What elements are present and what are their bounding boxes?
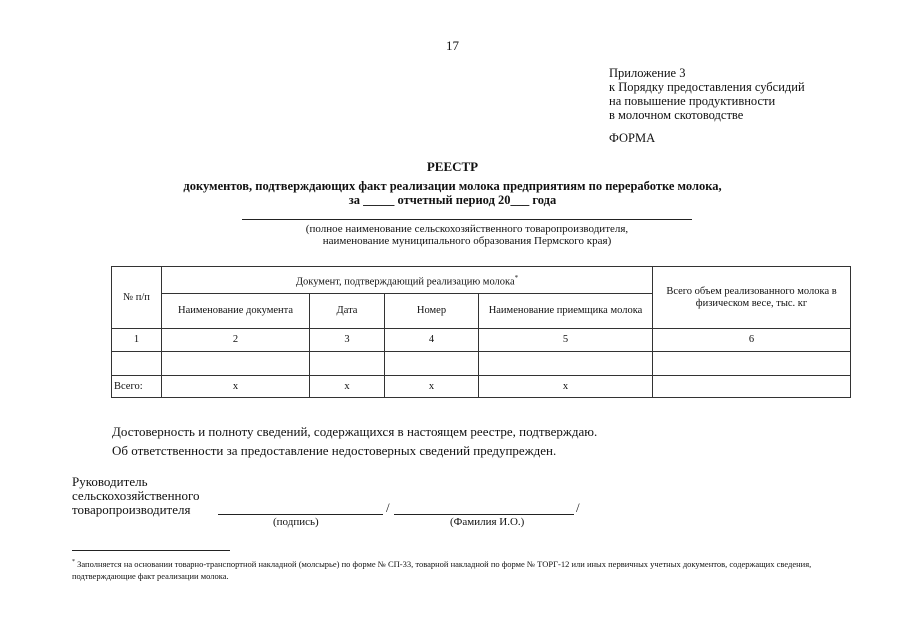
signatory-label [72, 475, 200, 517]
table-cell[interactable] [162, 352, 310, 376]
header-doc-name: Наименование документа [162, 294, 310, 329]
table-cell[interactable] [653, 352, 851, 376]
appendix-line: на повышение продуктивности [609, 94, 776, 108]
table-cell[interactable] [653, 376, 851, 398]
appendix-line: к Порядку предоставления субсидий [609, 80, 805, 94]
appendix-header [609, 66, 805, 122]
table-header-row [112, 267, 851, 294]
table-cell: x [385, 376, 479, 398]
table-cell: 1 [112, 329, 162, 352]
appendix-line: в молочном скотоводстве [609, 108, 744, 122]
table-cell: 5 [479, 329, 653, 352]
table-cell: 6 [653, 329, 851, 352]
org-name-caption [242, 223, 692, 247]
fullname-caption: (Фамилия И.О.) [450, 516, 525, 528]
total-label: Всего: [112, 376, 162, 398]
org-name-underline [242, 219, 692, 220]
header-receiver: Наименование приемщика молока [479, 294, 653, 329]
footnote-separator [72, 550, 230, 551]
table-cell: x [479, 376, 653, 398]
header-number: Номер [385, 294, 479, 329]
subtitle-line-2: за _____ отчетный период 20___ года [348, 193, 557, 207]
signatory-line-1: Руководитель [72, 474, 148, 489]
table-total-row [112, 376, 851, 398]
table-cell[interactable] [385, 352, 479, 376]
table-cell: 2 [162, 329, 310, 352]
header-date: Дата [310, 294, 385, 329]
header-num: № п/п [112, 267, 162, 329]
header-doc-group [162, 267, 653, 294]
document-subtitle [0, 179, 905, 207]
subtitle-line-1: документов, подтверждающих факт реализации молока предприятиям по переработке молока, [183, 179, 722, 193]
table-cell[interactable] [479, 352, 653, 376]
table-cell[interactable] [310, 352, 385, 376]
table-cell: x [310, 376, 385, 398]
fullname-underline[interactable] [394, 514, 574, 515]
footnote-mark: * [514, 273, 519, 282]
page-number: 17 [446, 38, 459, 53]
table-cell: x [162, 376, 310, 398]
table-cell: 4 [385, 329, 479, 352]
table-cell: 3 [310, 329, 385, 352]
statement-confirmation: Достоверность и полноту сведений, содержащихся в настоящем реестре, подтверждаю. [112, 424, 598, 439]
separator-slash: / [576, 500, 580, 515]
table-row-empty [112, 352, 851, 376]
header-total-volume: Всего объем реализованного молока в физическом весе, тыс. кг [653, 267, 851, 329]
appendix-line: Приложение 3 [609, 66, 686, 80]
table-cell[interactable] [112, 352, 162, 376]
signature-underline[interactable] [218, 514, 383, 515]
footnote-text: Заполняется на основании товарно-транспортной накладной (молсырье) по форме № СП-33, товарной накладной по форме № ТОРГ-12 или иных первичных учетных документов, содержащих сведения, подтверждающие факт реализации молока. [72, 558, 812, 581]
signatory-line-3: товаропроизводителя [72, 502, 191, 517]
footnote-marker: * [72, 559, 75, 565]
org-caption-line-2: наименование муниципального образования Пермского края) [322, 235, 612, 247]
separator-slash: / [386, 500, 390, 515]
signatory-line-2: сельскохозяйственного [72, 488, 200, 503]
registry-table [111, 266, 851, 398]
statement-responsibility: Об ответственности за предоставление недостоверных сведений предупрежден. [112, 443, 557, 458]
org-caption-line-1: (полное наименование сельскохозяйственного товаропроизводителя, [305, 223, 629, 235]
signature-caption: (подпись) [273, 516, 319, 528]
form-label: ФОРМА [609, 131, 656, 145]
document-title: РЕЕСТР [426, 159, 479, 174]
footnote [72, 556, 862, 582]
header-doc-group-label: Документ, подтверждающий реализацию молока [295, 276, 515, 288]
table-column-numbers-row [112, 329, 851, 352]
